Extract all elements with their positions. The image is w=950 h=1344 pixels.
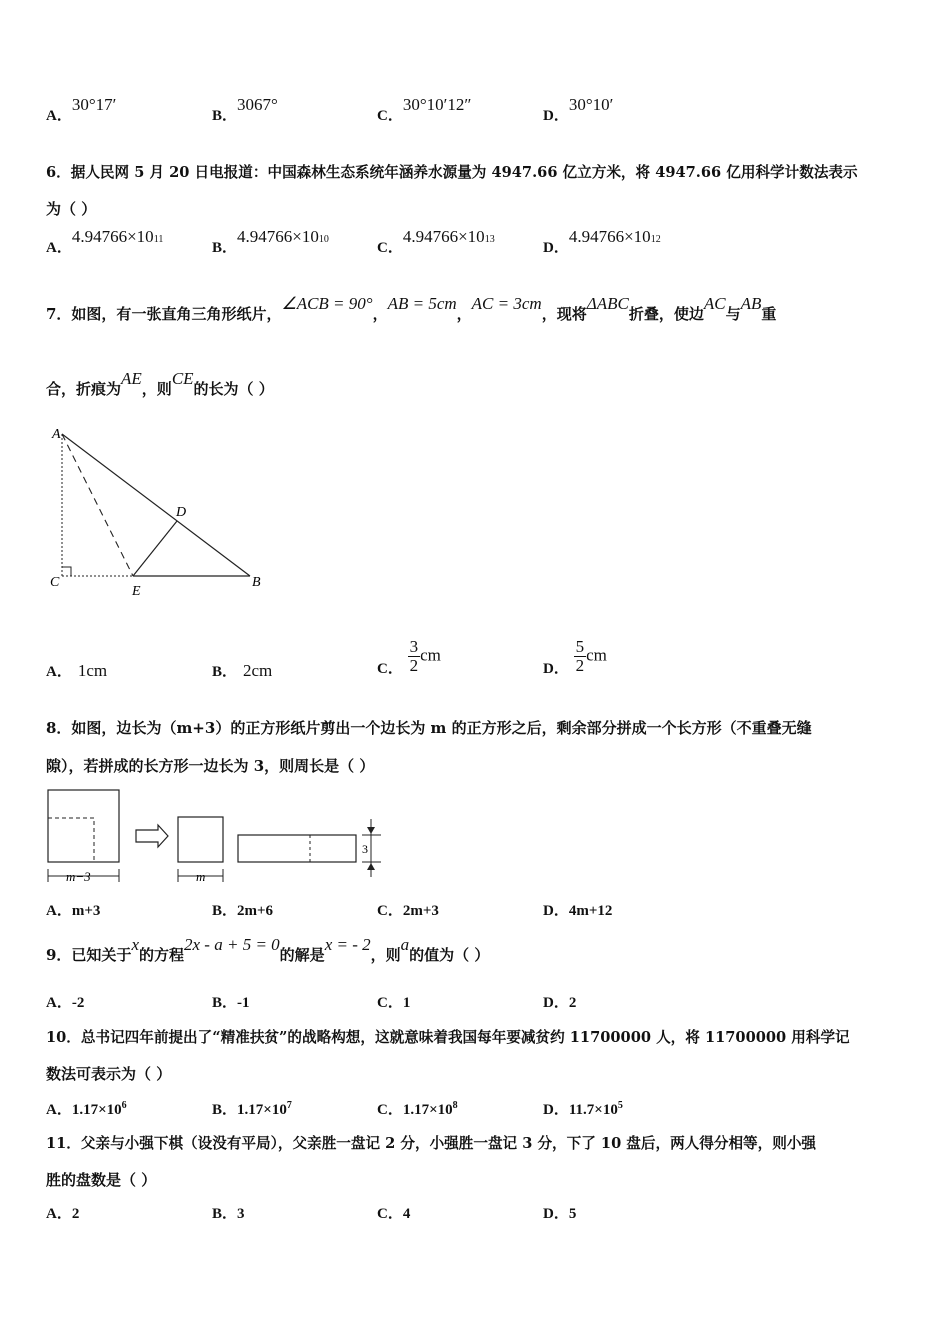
vertex-c-label: C — [50, 575, 60, 590]
option-exponent: 10 — [318, 234, 329, 245]
option-label: C． — [377, 1102, 403, 1118]
vertex-e-label: E — [132, 584, 141, 599]
q6-option-a[interactable] — [46, 227, 164, 257]
option-value: 2 — [71, 1206, 80, 1222]
option-label: A． — [46, 240, 72, 256]
q8-option-c[interactable] — [377, 899, 439, 920]
q5-option-b[interactable] — [212, 95, 278, 125]
option-base: 1.17×10 — [237, 1102, 287, 1118]
dim-m-label: m — [196, 869, 206, 884]
q7-option-c[interactable] — [377, 638, 441, 675]
option-value: 2m+3 — [402, 903, 439, 919]
arrow-down-icon — [367, 827, 375, 834]
long-rectangle — [238, 835, 356, 862]
option-base: 1.17×10 — [402, 1102, 453, 1118]
option-value: 30°10′ — [568, 95, 614, 114]
q7-triangle-figure — [40, 420, 280, 600]
vertex-d-label: D — [176, 505, 187, 520]
option-base: 4.94766×10 — [402, 227, 485, 246]
q9-stem — [46, 935, 490, 965]
q6-option-b[interactable] — [212, 227, 329, 257]
math-ab: AB = 5cm — [387, 294, 457, 313]
option-value: 3067° — [237, 95, 278, 114]
option-label: A． — [46, 1102, 72, 1118]
vertex-b-label: B — [252, 575, 261, 590]
option-base: 4.94766×10 — [568, 227, 651, 246]
option-value: 5 — [568, 1206, 577, 1222]
option-exponent: 5 — [617, 1100, 623, 1111]
q10-option-a[interactable] — [46, 1098, 127, 1119]
option-label: D． — [543, 1102, 569, 1118]
option-label: D． — [543, 995, 569, 1011]
option-value: -1 — [237, 995, 250, 1011]
text-run: 折叠，使边 — [628, 305, 704, 323]
option-label: B． — [212, 903, 238, 919]
q10-stem-line2: 数法可表示为（ ） — [46, 1065, 172, 1083]
numerator: 5 — [575, 637, 585, 656]
q7-option-b[interactable] — [212, 660, 272, 681]
math-solution: x = - 2 — [324, 935, 371, 954]
text-run: 的值为（ ） — [409, 946, 490, 964]
q10-option-b[interactable] — [212, 1098, 292, 1119]
option-base: 4.94766×10 — [237, 227, 319, 246]
text-run: 重 — [761, 305, 777, 323]
math-ce: CE — [171, 369, 194, 388]
q5-option-a[interactable] — [46, 95, 117, 125]
dim-m-minus-3-label: m−3 — [66, 869, 91, 884]
segment-de — [133, 521, 177, 576]
q11-option-d[interactable] — [543, 1202, 576, 1223]
q11-stem-line1: 11．父亲与小强下棋（设没有平局），父亲胜一盘记 2 分，小强胜一盘记 3 分，下了 10 盘后，两人得分相等，则小强 — [46, 1135, 817, 1152]
text-run: 合，折痕为 — [46, 380, 122, 398]
option-exponent: 13 — [484, 234, 495, 245]
option-value: 30°17′ — [71, 95, 117, 114]
q8-square-figure — [40, 785, 400, 885]
option-label: D． — [543, 1206, 569, 1222]
q9-option-c[interactable] — [377, 991, 410, 1012]
option-label: C． — [377, 240, 403, 256]
edge-ab — [62, 434, 250, 576]
math-equation: 2x - a + 5 = 0 — [184, 935, 280, 954]
option-label: A． — [46, 995, 72, 1011]
q7-stem-line1 — [46, 294, 777, 324]
fraction — [408, 638, 421, 675]
q7-option-a[interactable] — [46, 660, 107, 681]
q6-option-c[interactable] — [377, 227, 495, 257]
option-unit: cm — [586, 645, 607, 665]
text-run: ，则 — [370, 946, 401, 964]
option-exponent: 7 — [286, 1100, 292, 1111]
q5-option-d[interactable] — [543, 95, 614, 125]
q11-option-b[interactable] — [212, 1202, 245, 1223]
small-square — [178, 817, 223, 862]
q6-stem-line1: 6．据人民网 5 月 20 日电报道：中国森林生态系统年涵养水源量为 4947.66 亿立方米，将 4947.66 亿用科学计数法表示 — [46, 164, 858, 181]
option-label: B． — [212, 1102, 238, 1118]
text-run: 7．如图，有一张直角三角形纸片， — [46, 305, 282, 323]
option-exponent: 12 — [650, 234, 661, 245]
fold-ae — [62, 434, 133, 576]
option-value: 3 — [237, 1206, 245, 1222]
math-edge-ac: AC — [703, 294, 726, 313]
text-run: ，现将 — [541, 305, 587, 323]
option-label: B． — [212, 995, 238, 1011]
option-label: D． — [543, 240, 569, 256]
q8-option-d[interactable] — [543, 899, 612, 920]
math-x: x — [131, 935, 139, 954]
q8-stem-line2: 隙），若拼成的长方形一边长为 3，则周长是（ ） — [46, 757, 375, 775]
option-label: D． — [543, 108, 569, 124]
q10-stem-line1: 10．总书记四年前提出了“精准扶贫”的战略构想，这就意味着我国每年要减贫约 11700000 人，将 11700000 用科学记 — [46, 1029, 850, 1046]
option-exponent: 8 — [452, 1100, 458, 1111]
option-value: -2 — [71, 995, 85, 1011]
text-run: 的解是 — [279, 946, 325, 964]
option-label: B． — [212, 664, 238, 680]
fraction — [574, 638, 587, 675]
numerator: 3 — [409, 637, 419, 656]
option-label: A． — [46, 664, 72, 680]
option-label: C． — [377, 1206, 403, 1222]
option-label: B． — [212, 1206, 238, 1222]
q5-option-c[interactable] — [377, 95, 472, 125]
option-value: 4m+12 — [568, 903, 613, 919]
option-label: B． — [212, 240, 238, 256]
option-exponent: 11 — [153, 234, 164, 245]
option-base: 11.7×10 — [568, 1102, 618, 1118]
option-label: D． — [543, 903, 569, 919]
math-edge-ab: AB — [740, 294, 762, 313]
q11-option-c[interactable] — [377, 1202, 410, 1223]
option-label: D． — [543, 660, 569, 677]
denominator: 2 — [409, 656, 419, 675]
q6-option-d[interactable] — [543, 227, 661, 257]
q10-option-d[interactable] — [543, 1098, 623, 1119]
option-value: 1 — [402, 995, 411, 1011]
q10-option-c[interactable] — [377, 1098, 458, 1119]
option-label: A． — [46, 108, 72, 124]
option-value: 2 — [568, 995, 577, 1011]
option-unit: cm — [420, 645, 441, 665]
q11-option-a[interactable] — [46, 1202, 79, 1223]
option-value: 30°10′12″ — [402, 95, 472, 114]
option-value: 1cm — [77, 661, 108, 680]
option-base: 4.94766×10 — [71, 227, 154, 246]
q9-option-a[interactable] — [46, 991, 84, 1012]
option-label: C． — [377, 108, 403, 124]
option-label: B． — [212, 108, 238, 124]
option-value: 4 — [402, 1206, 411, 1222]
math-ae: AE — [121, 369, 142, 388]
text-run: 9．已知关于 — [46, 946, 132, 964]
option-value: 2m+6 — [237, 903, 274, 919]
option-label: C． — [377, 903, 403, 919]
math-angle: ∠ACB = 90° — [281, 294, 373, 313]
q8-option-a[interactable] — [46, 899, 100, 920]
text-run: ， — [456, 305, 472, 323]
big-square — [48, 790, 119, 862]
text-run: ，则 — [141, 380, 172, 398]
q8-stem-line1: 8．如图，边长为（m+3）的正方形纸片剪出一个边长为 m 的正方形之后，剩余部分拼成一个长方形（不重叠无缝 — [46, 719, 812, 737]
math-triangle: ΔABC — [586, 294, 629, 313]
text-run: 的长为（ ） — [193, 380, 274, 398]
q11-stem-line2: 胜的盘数是（ ） — [46, 1171, 157, 1189]
q6-stem-line2: 为（ ） — [46, 200, 97, 218]
math-ac: AC = 3cm — [471, 294, 542, 313]
option-label: C． — [377, 995, 403, 1011]
text-run: ， — [372, 305, 388, 323]
math-a: a — [400, 935, 410, 954]
vertex-a-label: A — [52, 427, 61, 442]
option-label: C． — [377, 660, 403, 677]
option-value: 2cm — [243, 661, 273, 680]
arrow-right-icon — [136, 825, 168, 847]
option-label: A． — [46, 1206, 72, 1222]
dim-3-label: 3 — [362, 842, 368, 856]
option-label: A． — [46, 903, 72, 919]
text-run: 的方程 — [139, 946, 185, 964]
q9-option-d[interactable] — [543, 991, 576, 1012]
q7-stem-line2 — [46, 369, 274, 399]
text-run: 与 — [725, 305, 741, 323]
right-angle-mark — [62, 567, 71, 576]
option-base: 1.17×10 — [71, 1102, 122, 1118]
q8-option-b[interactable] — [212, 899, 273, 920]
denominator: 2 — [575, 656, 585, 675]
option-exponent: 6 — [121, 1100, 127, 1111]
arrow-up-icon — [367, 863, 375, 870]
q9-option-b[interactable] — [212, 991, 250, 1012]
q7-option-d[interactable] — [543, 638, 607, 675]
option-value: m+3 — [71, 903, 101, 919]
cut-line — [48, 818, 94, 862]
